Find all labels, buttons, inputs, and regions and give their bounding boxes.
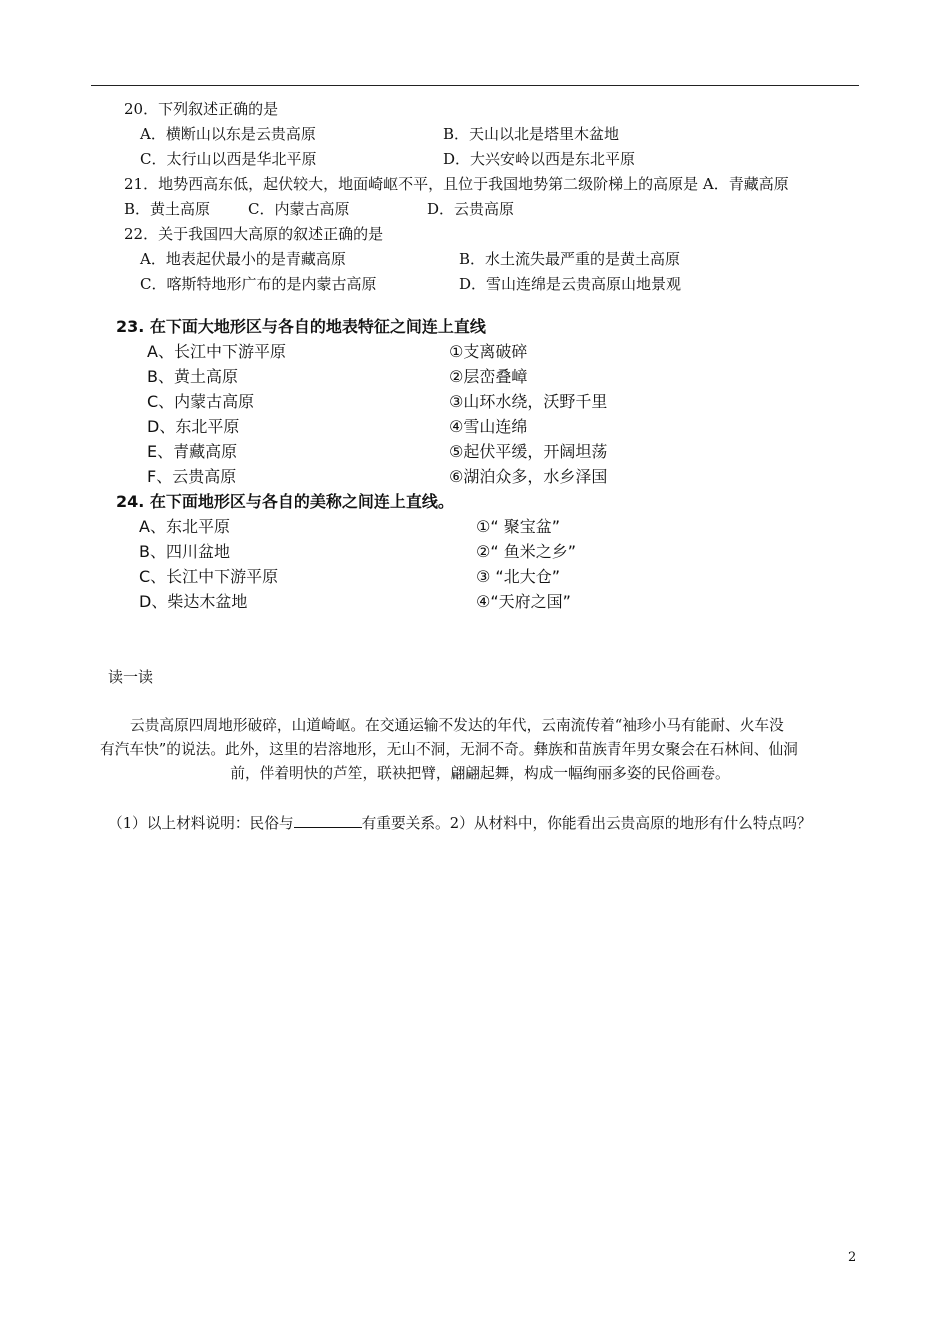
q24-left-item: A、东北平原	[139, 517, 230, 536]
q24-left-item: B、四川盆地	[139, 542, 230, 561]
q23-right-item: ③山环水绕，沃野千里	[449, 392, 608, 411]
q23-left-item: D、东北平原	[147, 417, 240, 436]
q21-option-c: C．内蒙古高原	[248, 200, 350, 218]
reading-question-part1: （1）以上材料说明：民俗与	[108, 815, 294, 832]
q23-right-item: ④雪山连绵	[449, 417, 528, 436]
q20-stem: 20．下列叙述正确的是	[124, 100, 279, 118]
q20-option-b: B．天山以北是塔里木盆地	[443, 125, 620, 143]
q24-right-item: ②“ 鱼米之乡”	[476, 542, 577, 561]
reading-paragraph-line: 有汽车快”的说法。此外，这里的岩溶地形，无山不洞，无洞不奇。彝族和苗族青年男女聚会在石林间、仙洞	[100, 741, 798, 758]
q20-option-a: A．横断山以东是云贵高原	[140, 125, 316, 143]
q24-left-item: C、长江中下游平原	[139, 567, 279, 586]
reading-heading: 读一读	[108, 668, 154, 686]
q23-stem: 23. 在下面大地形区与各自的地表特征之间连上直线	[116, 317, 486, 336]
q23-right-item: ②层峦叠嶂	[449, 367, 528, 386]
reading-question-part2: 有重要关系。2）从材料中，你能看出云贵高原的地形有什么特点吗？	[361, 815, 812, 832]
q24-right-item: ①“ 聚宝盆”	[476, 517, 561, 536]
q24-right-item: ③ “北大仓”	[476, 567, 561, 586]
q24-right-item: ④“天府之国”	[476, 592, 571, 611]
q20-option-d: D．大兴安岭以西是东北平原	[443, 150, 636, 168]
reading-paragraph-line: 前，伴着明快的芦笙，联袂把臂，翩翩起舞，构成一幅绚丽多姿的民俗画卷。	[230, 765, 730, 782]
q23-left-item: B、黄土高原	[147, 367, 238, 386]
header-rule	[91, 85, 859, 86]
q21-option-d: D．云贵高原	[427, 200, 515, 218]
q21-option-b: B．黄土高原	[124, 200, 211, 218]
reading-question	[108, 813, 812, 834]
q21-stem: 21．地势西高东低，起伏较大，地面崎岖不平，且位于我国地势第二级阶梯上的高原是 A．青藏高原	[124, 175, 789, 193]
q23-right-item: ①支离破碎	[449, 342, 528, 361]
q23-left-item: E、青藏高原	[147, 442, 238, 461]
q24-stem: 24. 在下面地形区与各自的美称之间连上直线。	[116, 492, 454, 511]
reading-paragraph-line: 云贵高原四周地形破碎，山道崎岖。在交通运输不发达的年代，云南流传着“袖珍小马有能耐、火车没	[130, 717, 784, 734]
q23-right-item: ⑤起伏平缓，开阔坦荡	[449, 442, 608, 461]
q23-right-item: ⑥湖泊众多，水乡泽国	[449, 467, 608, 486]
q23-left-item: A、长江中下游平原	[147, 342, 286, 361]
q22-option-c: C．喀斯特地形广布的是内蒙古高原	[140, 275, 377, 293]
q22-option-d: D．雪山连绵是云贵高原山地景观	[459, 275, 682, 293]
q23-left-item: F、云贵高原	[147, 467, 237, 486]
q24-left-item: D、柴达木盆地	[139, 592, 248, 611]
q20-option-c: C．太行山以西是华北平原	[140, 150, 317, 168]
q23-left-item: C、内蒙古高原	[147, 392, 255, 411]
q22-option-b: B．水土流失最严重的是黄土高原	[459, 250, 681, 268]
page-number: 2	[848, 1250, 857, 1265]
answer-blank[interactable]	[294, 813, 362, 828]
q22-option-a: A．地表起伏最小的是青藏高原	[140, 250, 346, 268]
q22-stem: 22．关于我国四大高原的叙述正确的是	[124, 225, 384, 243]
